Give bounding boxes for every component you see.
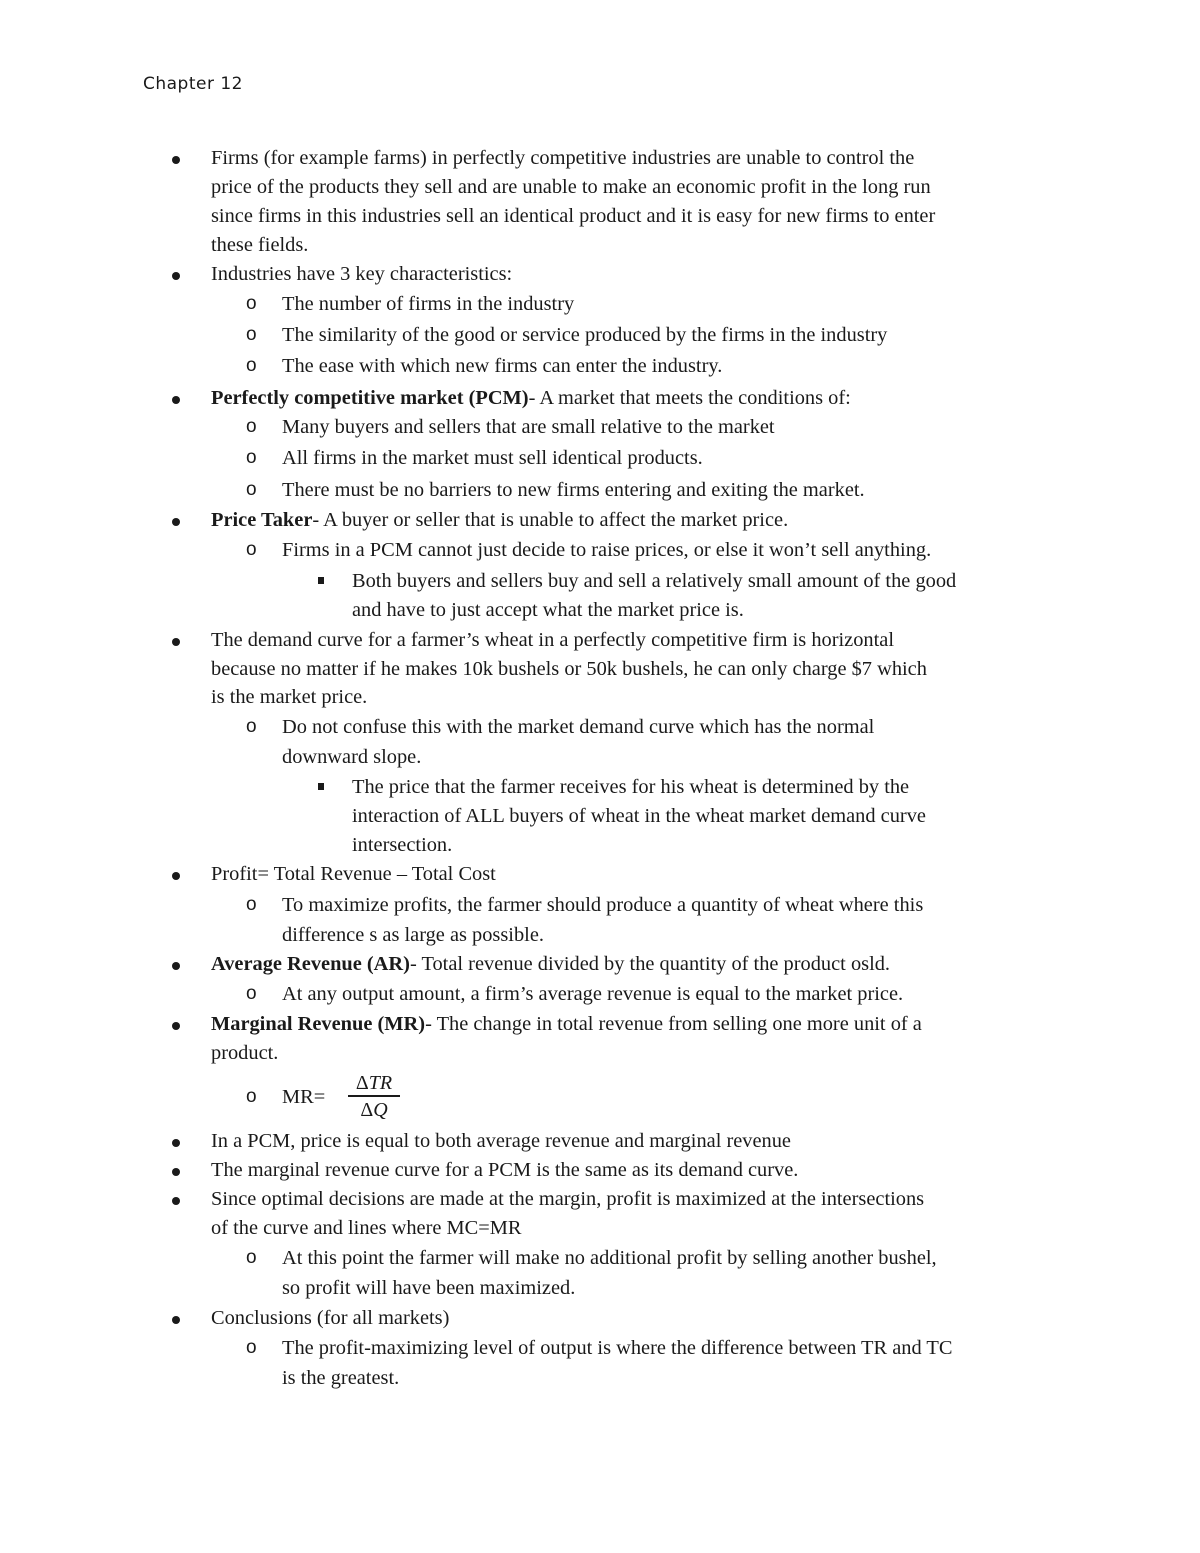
text-line: At this point the farmer will make no additional profit by selling another bushel,	[282, 1247, 937, 1269]
text-line: Profit= Total Revenue – Total Cost	[211, 863, 496, 885]
text-line: product.	[211, 1042, 279, 1064]
text-line: Conclusions (for all markets)	[211, 1307, 450, 1329]
text-line: interaction of ALL buyers of wheat in the wheat market demand curve	[352, 805, 926, 827]
term-average-revenue: Average Revenue (AR)	[211, 953, 410, 975]
text-line: intersection.	[352, 834, 453, 856]
page-heading: Chapter 12	[143, 74, 244, 94]
bullet-circle: o	[246, 479, 257, 500]
text-line: Both buyers and sellers buy and sell a relatively small amount of the good	[352, 570, 957, 592]
bullet-dot	[172, 1158, 180, 1182]
text-line: Do not confuse this with the market demand curve which has the normal	[282, 716, 875, 738]
text-line: At any output amount, a firm’s average revenue is equal to the market price.	[282, 983, 904, 1005]
text-line: In a PCM, price is equal to both average revenue and marginal revenue	[211, 1130, 791, 1152]
bullet-dot	[172, 386, 180, 410]
bullet-dot	[172, 862, 180, 886]
bullet-dot	[172, 1187, 180, 1211]
bullet-dot	[172, 628, 180, 652]
bullet-dot	[172, 508, 180, 532]
text-line: The ease with which new firms can enter the industry.	[282, 355, 723, 377]
term-price-taker: Price Taker	[211, 509, 313, 531]
text-line: these fields.	[211, 234, 309, 256]
text-line: is the greatest.	[282, 1367, 400, 1389]
bullet-square	[318, 775, 324, 799]
bullet-circle: o	[246, 355, 257, 376]
text-line: The similarity of the good or service produced by the firms in the industry	[282, 324, 888, 346]
text-line: The number of firms in the industry	[282, 293, 575, 315]
text-line: downward slope.	[282, 746, 422, 768]
mr-fraction	[348, 1072, 400, 1121]
text-line: of the curve and lines where MC=MR	[211, 1217, 522, 1239]
formula-label: MR=	[282, 1086, 326, 1108]
text-line: The demand curve for a farmer’s wheat in a perfectly competitive firm is horizontal	[211, 629, 894, 651]
fraction-numerator: ΔTR	[355, 1072, 393, 1094]
bullet-dot	[172, 146, 180, 170]
bullet-circle: o	[246, 324, 257, 345]
bullet-dot	[172, 1306, 180, 1330]
text-line: Since optimal decisions are made at the margin, profit is maximized at the intersections	[211, 1188, 925, 1210]
bullet-circle: o	[246, 539, 257, 560]
text-line: The price that the farmer receives for his wheat is determined by the	[352, 776, 910, 798]
definition: - The change in total revenue from selling one more unit of a	[425, 1013, 922, 1035]
bullet-circle: o	[246, 716, 257, 737]
text-line: and have to just accept what the market price is.	[352, 599, 744, 621]
text-line: Firms in a PCM cannot just decide to raise prices, or else it won’t sell anything.	[282, 539, 932, 561]
text-line: so profit will have been maximized.	[282, 1277, 576, 1299]
text-line: because no matter if he makes 10k bushels or 50k bushels, he can only charge $7 which	[211, 658, 927, 680]
text-line: There must be no barriers to new firms entering and exiting the market.	[282, 479, 865, 501]
term-pcm: Perfectly competitive market (PCM)	[211, 387, 529, 409]
text-line	[211, 952, 890, 976]
bullet-dot	[172, 1012, 180, 1036]
bullet-dot	[172, 952, 180, 976]
definition: - A buyer or seller that is unable to affect the market price.	[312, 509, 789, 531]
text-line: To maximize profits, the farmer should produce a quantity of wheat where this	[282, 894, 924, 916]
text-line	[211, 386, 851, 410]
text-line: Firms (for example farms) in perfectly competitive industries are unable to control the	[211, 147, 915, 169]
text-line: difference s as large as possible.	[282, 924, 544, 946]
text-line: Many buyers and sellers that are small relative to the market	[282, 416, 775, 438]
bullet-circle: o	[246, 447, 257, 468]
bullet-circle: o	[246, 293, 257, 314]
term-marginal-revenue: Marginal Revenue (MR)	[211, 1013, 426, 1035]
text-line: Industries have 3 key characteristics:	[211, 263, 513, 285]
text-line	[211, 1012, 922, 1036]
bullet-circle: o	[246, 983, 257, 1004]
text-line: price of the products they sell and are unable to make an economic profit in the long run	[211, 176, 931, 198]
text-line: The marginal revenue curve for a PCM is the same as its demand curve.	[211, 1159, 799, 1181]
bullet-dot	[172, 1129, 180, 1153]
bullet-circle: o	[246, 1247, 257, 1268]
bullet-dot	[172, 262, 180, 286]
bullet-circle: o	[246, 416, 257, 437]
bullet-circle: o	[246, 894, 257, 915]
text-line	[211, 508, 788, 532]
text-line: since firms in this industries sell an identical product and it is easy for new firms to enter	[211, 205, 936, 227]
text-line: All firms in the market must sell identical products.	[282, 447, 703, 469]
bullet-circle: o	[246, 1086, 257, 1107]
bullet-circle: o	[246, 1337, 257, 1358]
definition: - A market that meets the conditions of:	[528, 387, 851, 409]
text-line: The profit-maximizing level of output is where the difference between TR and TC	[282, 1337, 953, 1359]
fraction-denominator: ΔQ	[360, 1098, 388, 1121]
bullet-square	[318, 569, 324, 593]
fraction-bar	[348, 1095, 400, 1097]
definition: - Total revenue divided by the quantity of the product osld.	[409, 953, 891, 975]
text-line: is the market price.	[211, 686, 368, 708]
